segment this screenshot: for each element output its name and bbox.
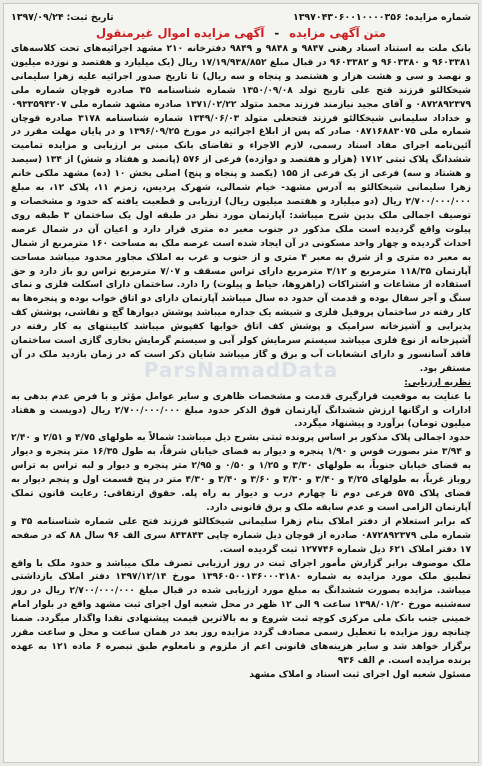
- auction-notice: [11, 11, 471, 757]
- registration-date-value: ۱۳۹۷/۰۹/۲۴: [11, 12, 64, 23]
- paragraph-case-details: بانک ملت به استناد اسناد رهنی ۹۸۴۷ و ۹۸۴۸ و ۹۸۴۹ دفترخانه ۲۱۰ مشهد اجرائیه‌های تحت کلاسه‌های ۹۶۰۳۳۸۱ و ۹۶۰۳۳۸۰ و ۹۶۰۳۳۸۲ در قبال مبلغ ۱۷/۱۹/۹۳۸/۸۵۲ ریال (یک میلیارد و هفتصد و نوزده میلیون و نهصد و سی و هشت هزار و هشتصد و پنجاه و سه ریال) تا تاریخ صدور اجرائیه علیه زهرا سلیمانی شیخکالئو فرزند قتح علی تاریخ تولد ۱۳۵۰/۰۹/۰۸ شماره شناسنامه ۳۵ صادره قوچان شماره ملی ۰۸۷۲۸۹۲۳۷۹ و آقای مجید نیازمند فرزند محمد متولد ۱۳۷۱/۰۲/۲۲ صادره مشهد شماره ملی ۰۹۳۳۵۹۴۲۰۷ و خداداد سلیمانی شیخکالئو فرزند فتحعلی متولد ۱۳۴۹/۰۶/۰۳ شماره شناسنامه ۳۱۷۸ صادره قوچان شماره ملی ۰۸۷۱۶۸۸۳۰۷۵ صادر که پس از ابلاغ اجرائیه در مورخ ۱۳۹۶/۰۹/۲۵ و در پایان مهلت مقرر در آئین‌نامه اجرای مفاد اسناد رسمی، لازم الاجراء و تقاضای بانک مبنی بر ارزیابی و مزایده تمامیت ششدانگ پلاک ثبتی ۱۷۱۲ (هزار و هفتصد و دوازده) فرعی از ۵۷۶ (پانصد و هفتاد و شش) از ۱۳۴ (سیصد و هشتاد و سه) فرعی از یک فرعی از ۱۵۵ (یکصد و پنجاه و پنج) اصلی بخش ۱۰ (ده) مشهد ملکی خانم زهرا سلیمانی شیخکالئو به آدرس مشهد- خیام شمالی، شهرک پردیس، زمزم ۱۱، پلاک ۱۲، به مبلغ ۲/۷۰۰/۰۰۰/۰۰۰ ریال (دو میلیارد و هفتصد میلیون ریال) ارزیابی و قطعیت یافته که حدود و مشخصات و توصیف اجمالی ملک بدین شرح میباشد: آپارتمان مورد نظر در طبقه اول یک ساختمان ۳ طبقه روی پیلوت واقع گردیده است ملک مذکور در جنوب معبر ده متری قرار دارد و اعیان آن در شمال عرصه احداث گردیده و چهار واحد مسکونی در آن ایجاد شده است عرصه ملک به مساحت ۱۶۰ مترمربع از شمال به معبر ده متری و از شرق به معبر ۴ متری و از جنوب و غرب به املاک مجاور محدود میباشد مساحت آپارتمان ۱۱۸/۳۵ مترمربع و ۳/۱۲ مترمربع دارای تراس مسقف و ۷/۰۷ مترمربع تراس رو باز دارد و حق استفاده از مشاعات و اشتراکات (راهروها، حیاط و پیلوت) را دارد. ساختمان دارای اسکلت فلزی و نمای سنگ و آجر سفال بوده و قدمت آن حدود ده سال میباشد آپارتمان دارای دو اتاق خواب بوده و پنجره‌ها به کار رفته در ساختمان پروفیل فلزی و شیشه یک جداره میباشد پوشش دیوارها گچ و نقاشی، پوشش کف پذیرایی و آشپزخانه سرامیک و پوشش کف اتاق خوابها کفپوش میباشد کابینتهای به کار رفته در آشپزخانه از نوع فلزی میباشد سیستم سرمایش کولر آبی و سیستم گرمایش بخاری گازی است ساختمان فاقد آسانسور و دارای انشعابات آب و برق و گاز میباشد شایان ذکر است که در زمان بازدید ملک در آن مستقر بود.: [11, 44, 471, 374]
- notice-meta: [11, 12, 471, 24]
- ticket-number-value: ۱۳۹۷۰۴۳۰۶۰۰۱۰۰۰۰۳۵۶: [292, 12, 402, 23]
- paragraph-appraisal: با عنایت به موقعیت قرارگیری قدمت و مشخصات ظاهری و سایر عوامل مؤثر و با فرض عدم بدهی به ادارات و ارگانها ارزش ششدانگ آپارتمان فوق الذکر حدود مبلغ ۲/۷۰۰/۰۰۰/۰۰۰ ریال (دویست و هفتاد میلیون تومان) برآورد و پیشنهاد میگردد.: [11, 391, 471, 430]
- title-separator: -: [274, 26, 280, 40]
- notice-title-part2: آگهی مزایده اموال غیرمنقول: [96, 26, 265, 40]
- ticket-number: [293, 12, 471, 24]
- watermark-text: ParsNamadData: [143, 358, 339, 382]
- registration-date-label: تاریخ ثبت:: [66, 12, 114, 23]
- paragraph-boundaries: حدود اجمالی پلاک مذکور بر اساس پرونده ثبتی بشرح ذیل میباشد: شمالاً به طولهای ۴/۷۵ و ۲/۵۱ و ۲/۴۰ و ۳/۹۴ متر بصورت قوس و ۱/۹۰ پنجره و دیوار به فضای خیابان شرقاً، به طول ۱۶/۳۵ متر پنجره و دیوار به فضای خیابان جنوباً، به طولهای ۳/۳۰ و ۱/۲۵ و ۰/۵۰ و ۲/۹۵ متر پنجره و دیوار و لبه تراس به تراس روباز غرباً، به طولهای ۴/۲۵ و ۳/۴۰ و ۳/۳۰ و ۳/۶۰ و ۳/۴۰ و ۴/۳۰ متر در پنج قسمت اول و پنجم دیوار به فضای پلاک ۵۷۵ فرعی دوم تا چهارم درب و دیوار به راه پله. حقوق ارتفاقی: رعایت قانون تملک آپارتمان الزامی است و عدم سابقه ملک و برق قانونی دارد.: [11, 433, 471, 513]
- notice-title: [11, 25, 471, 41]
- registration-date: [11, 12, 114, 24]
- notice-paper: [3, 3, 479, 763]
- paragraph-ownership: که برابر استعلام از دفتر املاک بنام زهرا سلیمانی شیخکالئو فرزند فتح علی شماره شناسنامه ۳۵ و شماره ملی ۰۸۷۲۸۹۲۳۷۹ صادره از قوچان ذیل شماره چاپی ۸۴۳۸۴۳ سری الف ۹۶ سال ۸۸ که در صفحه ۱۷ دفتر املاک ۶۲۱ ذیل شماره ۱۲۷۷۴۶ ثبت گردیده است.: [11, 516, 471, 555]
- appraisal-heading: نظریه ارزیابی:: [404, 377, 471, 388]
- ticket-number-label: شماره مزایده:: [404, 12, 471, 23]
- paragraph-auction-terms: ملک موصوف برابر گزارش مأمور اجرای ثبت در روز ارزیابی تصرف ملک میباشد و حدود ملک با واقع تطبیق ملک مورد مزایده به شماره ۱۳۹۶۰۵۰۰۱۳۶۰۰۰۳۱۸۰ مورخ ۱۳۹۷/۱۲/۱۴ دفتر املاک بازداشتی میباشد. مزایده بصورت ششدانگ به مبلغ مورد ارزیابی شده در قبال مبلغ ۲/۷۰۰/۰۰۰/۰۰۰ ریال در روز سه‌شنبه مورخ ۱۳۹۸/۰۱/۲۰ ساعت ۹ الی ۱۲ ظهر در محل شعبه اول اجرای ثبت مشهد واقع در بلوار امام خمینی جنب بانک ملی مرکزی کوچه ثبت شروع و به بالاترین قیمت پیشنهادی نقدا واگذار میگردد. ضمنا چنانچه روز مزایده با تعطیل رسمی مصادف گردد مزایده روز بعد در همان ساعت و محل و ساعت مقرر برگزار خواهد شد و سایر هزینه‌های قانونی اعم از ملزوم و نامعلوم طبق تبصره ۶ ماده ۱۲۱ به عهده برنده مزایده است. م الف ۹۳۶: [11, 558, 471, 666]
- notice-title-part1: متن آگهی مزایده: [289, 26, 386, 40]
- signature-line: مسئول شعبه اول اجرای ثبت اسناد و املاک مشهد: [249, 669, 471, 680]
